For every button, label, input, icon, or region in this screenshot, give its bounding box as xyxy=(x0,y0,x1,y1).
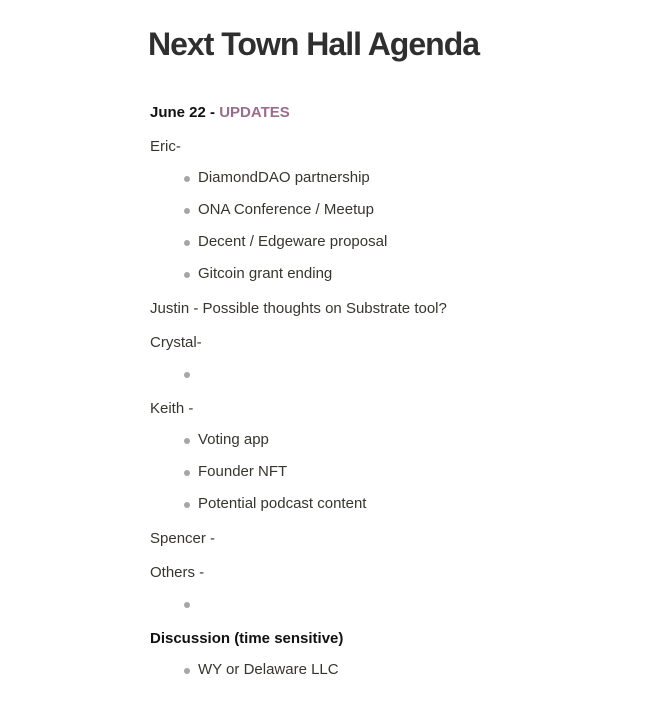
crystal-label[interactable]: Crystal- xyxy=(150,334,202,351)
bullet-dot-icon xyxy=(184,208,190,214)
list-item-text: Founder NFT xyxy=(198,463,288,480)
list-item-text: WY or Delaware LLC xyxy=(198,661,339,678)
updates-heading[interactable] xyxy=(150,103,290,123)
list-item-text: Decent / Edgeware proposal xyxy=(198,233,388,250)
updates-tag: UPDATES xyxy=(219,104,290,121)
bullet-dot-icon xyxy=(184,438,190,444)
spencer-label[interactable]: Spencer - xyxy=(150,530,216,547)
bullet-dot-icon xyxy=(184,602,190,608)
bullet-dot-icon xyxy=(184,470,190,476)
bullet-dot-icon xyxy=(184,272,190,278)
justin-label[interactable]: Justin - Possible thoughts on Substrate tool? xyxy=(150,300,447,317)
list-item-text: DiamondDAO partnership xyxy=(198,169,370,186)
bullet-dot-icon xyxy=(184,240,190,246)
page-title[interactable]: Next Town Hall Agenda xyxy=(148,26,480,62)
bullet-dot-icon xyxy=(184,372,190,378)
keith-label[interactable]: Keith - xyxy=(150,400,194,417)
list-item-text: Gitcoin grant ending xyxy=(198,265,333,282)
bullet-dot-icon xyxy=(184,668,190,674)
bullet-dot-icon xyxy=(184,502,190,508)
updates-date: June 22 - xyxy=(150,104,220,121)
list-item-text: Potential podcast content xyxy=(198,495,367,512)
discussion-heading[interactable]: Discussion (time sensitive) xyxy=(150,630,344,647)
bullet-dot-icon xyxy=(184,176,190,182)
others-label[interactable]: Others - xyxy=(150,564,205,581)
list-item-text: Voting app xyxy=(198,431,269,448)
eric-label[interactable]: Eric- xyxy=(150,138,181,155)
list-item-text: ONA Conference / Meetup xyxy=(198,201,374,218)
